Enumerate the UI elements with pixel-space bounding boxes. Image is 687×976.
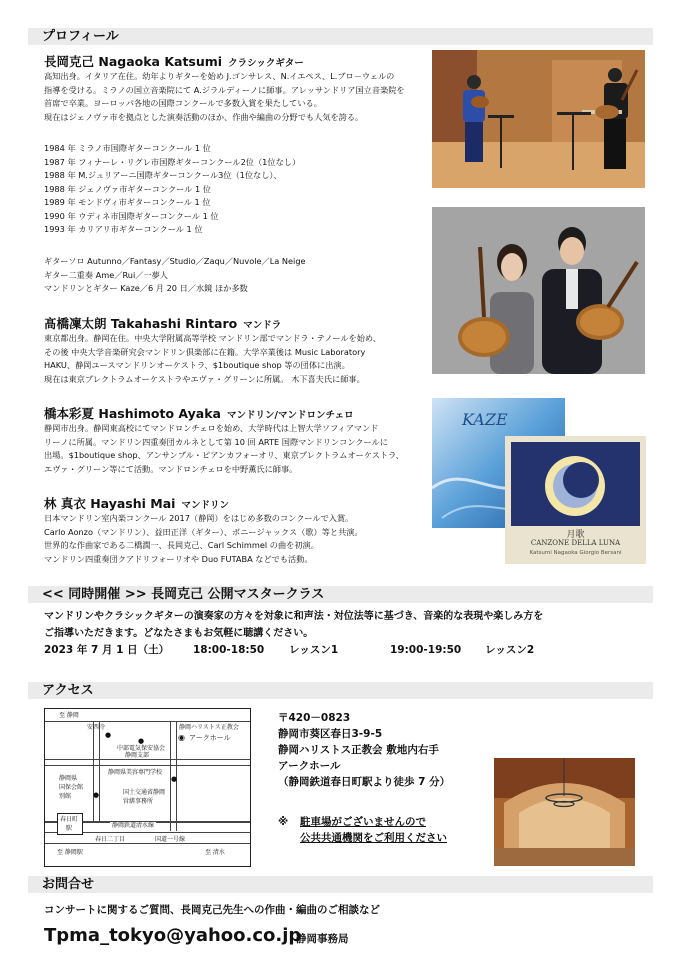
award-line: 1984 年 ミラノ市国際ギターコンクール 1 位 — [44, 143, 211, 153]
contact-section-header — [28, 876, 653, 893]
bio-line: 現在は東京プレクトラムオーケストラやエヴァ・グリーンに所属。 木下喜夫氏に師事。 — [44, 373, 365, 384]
bio-line: Carlo Aonzo（マンドリン）、益田正洋（ギター）、ボニージャックス（歌）等と共演。 — [44, 526, 363, 537]
album-line: ギターソロ Autunno／Fantasy／Studio／Zaqu／Nuvole／La Neige — [44, 256, 306, 266]
profile-section-header — [28, 28, 653, 45]
map-label: 中部電気保安協会 — [117, 745, 166, 752]
directions: （静岡鉄道春日町駅より徒歩 7 分） — [278, 776, 451, 788]
map-label: 静岡ハリストス正教会 — [179, 724, 239, 731]
map-road — [99, 721, 100, 821]
canzone-artists: Katsumi Nagaoka Giorgio Bersani — [529, 550, 622, 556]
bio-line: 東京都出身。静岡在住。中央大学附属高等学校 マンドリン部でマンドラ・テノールを始め、 — [44, 333, 381, 343]
masterclass-description — [44, 608, 543, 642]
map-road — [45, 759, 250, 760]
bio-line: 指導を受ける。ミラノの国立音楽院にて A.ジラルディーノに師事。アレッサンドリア国立音楽院を — [44, 84, 405, 95]
map-label: アークホール — [189, 734, 231, 742]
map-road — [45, 721, 250, 722]
lesson2-label: レッスン2 — [485, 644, 535, 656]
bio-line: HAKU、静岡ユースマンドリンオーケストラ、$1boutique shop 等の団体に出演。 — [44, 360, 350, 370]
nagaoka-name-heading — [44, 52, 304, 70]
parking-line: 公共共通機関をご利用ください — [300, 832, 447, 844]
bio-line: 世界的な作曲家である二橋潤一、長岡克己、Carl Schimmel の曲を初演。 — [44, 540, 319, 550]
nagaoka-name: 長岡克己 Nagaoka Katsumi — [44, 54, 223, 69]
lesson2-time: 19:00-19:50 — [390, 644, 462, 656]
bio-line: 高知出身。イタリア在住。幼年よりギターを始め J.ゴンサレス、N.イエペス、L.ブロ－ウェルの — [44, 71, 395, 81]
map-label: 至 静岡 — [59, 712, 79, 719]
masterclass-section-title: << 同時開催 >> 長岡克己 公開マスタークラス — [42, 587, 325, 602]
map-label: 別館 — [59, 793, 72, 800]
concert-photo — [432, 50, 645, 188]
map-road — [93, 721, 94, 821]
contact-section-title: お問合せ — [42, 877, 95, 892]
address-block — [278, 710, 450, 790]
nagaoka-bio — [44, 70, 405, 124]
album-line: ギター二重奏 Ame／Rui／一夢人 — [44, 269, 168, 280]
contact-email-link[interactable]: Tpma_tokyo@yahoo.co.jp — [44, 925, 302, 946]
album-line: マンドリンとギター Kaze／6 月 20 日／水鏡 ほか多数 — [44, 283, 248, 293]
map-dot-icon: ● — [93, 791, 100, 799]
bio-line: その後 中央大学音楽研究会マンドリン倶楽部に在籍。大学卒業後は Music Laboratory — [44, 346, 366, 357]
venue-line: アークホール — [278, 760, 341, 772]
award-line: 1989 年 モンドヴィ市ギターコンクール 1 位 — [44, 197, 211, 207]
map-label: 春日二丁目 — [95, 836, 126, 843]
parking-note-mark: ※ — [278, 816, 289, 828]
map-road — [45, 843, 250, 844]
nagaoka-awards — [44, 142, 300, 237]
masterclass-text-line: ご指導いただきます。どなたさまもお気軽に聴講ください。 — [44, 628, 314, 639]
map-label: 国保会館 — [59, 784, 84, 791]
bio-line: リーノに所属。マンドリン四重奏団カルネとして第 10 回 ARTE 国際マンドリンコンクールに — [44, 436, 388, 447]
canzone-subtitle: CANZONE DELLA LUNA — [530, 539, 621, 547]
map-label: 静岡県美容専門学校 — [108, 769, 163, 776]
map-label: 国道一号線 — [155, 836, 186, 843]
venue-line: 静岡ハリストス正教会 敷地内右手 — [278, 744, 439, 756]
map-label: 国土交通省静岡 — [123, 789, 166, 796]
map-label: 静岡支部 — [125, 752, 150, 759]
award-line: 1990 年 ウディネ市国際ギターコンクール 1 位 — [44, 210, 219, 221]
map-dot-icon: ● — [105, 731, 112, 739]
bio-line: 現在はジェノヴァ市を拠点とした演奏活動のほか、作曲や編曲の分野でも人気を誇る。 — [44, 111, 364, 122]
masterclass-date: 2023 年 7 月 1 日（土） — [44, 644, 170, 656]
venue-marker-icon: ◉ — [178, 733, 185, 742]
hayashi-role: マンドリン — [181, 500, 229, 511]
hayashi-name: 林 真衣 Hayashi Mai — [44, 496, 176, 511]
parking-note — [300, 814, 447, 846]
hashimoto-bio — [44, 422, 404, 476]
profile-section-title: プロフィール — [42, 29, 119, 44]
takahashi-name: 髙橋凜太朗 Takahashi Rintaro — [44, 316, 238, 331]
postal-code: 〒420－0823 — [278, 712, 351, 724]
masterclass-text-line: マンドリンやクラシックギターの演奏家の方々を対象に和声法・対位法等に基づき、音楽的な表現や楽しみ方を — [44, 611, 544, 622]
masterclass-section-header — [28, 586, 653, 603]
parking-line: 駐車場がございませんので — [300, 816, 426, 828]
bio-line: エヴァ・グリーン等にて活動。マンドロンチェロを中野薫氏に師事。 — [44, 463, 298, 474]
award-line: 1987 年 フィナーレ・リグレ市国際ギターコンクール2位（1位なし） — [44, 156, 301, 167]
bio-line: 静岡市出身。静岡東高校にてマンドロンチェロを始め、大学時代は上智大学ソフィアマンド — [44, 423, 379, 433]
hashimoto-name: 橋本彩夏 Hashimoto Ayaka — [44, 406, 221, 421]
hayashi-name-heading — [44, 494, 229, 512]
canzone-album-cover — [505, 436, 646, 564]
takahashi-name-heading — [44, 314, 281, 332]
bio-line: 首席で卒業。ヨーロッパ各地の国際コンクールで多数入賞を果たしている。 — [44, 98, 322, 108]
award-line: 1988 年 M.ジュリアーニ国際ギターコンクール3位（1位なし）、 — [44, 170, 282, 180]
map-label: 春日町 — [60, 816, 79, 823]
bio-line: 出場。$1boutique shop、アンサンブル・ピアンカフォーオリ、東京プレクトラムオーケストラ、 — [44, 450, 404, 460]
hayashi-bio — [44, 512, 363, 566]
map-label: 駅 — [66, 825, 73, 832]
access-section-title: アクセス — [42, 683, 94, 698]
contact-text: コンサートに関するご質問、長岡克己先生への作曲・編曲のご相談など — [44, 904, 380, 916]
bio-line: 日本マンドリン室内楽コンクール 2017（静岡）をはじめ多数のコンクールで入賞。 — [44, 513, 354, 523]
access-map — [44, 708, 251, 867]
nagaoka-role: クラシックギター — [228, 58, 304, 69]
map-label: 静岡県 — [59, 775, 78, 782]
award-line: 1988 年 ジェノヴァ市ギターコンクール 1 位 — [44, 183, 211, 194]
street-address: 静岡市葵区春日3-9-5 — [278, 728, 383, 740]
map-label: 静岡鉄道清水線 — [112, 822, 155, 829]
map-dot-icon: ● — [171, 775, 178, 783]
map-label: 営繕事務所 — [123, 798, 154, 805]
canzone-title: 月歌 — [566, 530, 585, 540]
hashimoto-name-heading — [44, 404, 354, 422]
map-label: 至 静岡駅 — [57, 849, 83, 856]
lesson1-time: 18:00-18:50 — [193, 644, 265, 656]
map-road — [45, 765, 250, 766]
bio-line: マンドリン四重奏団クアドリフォーリオや Duo FUTABA などでも活動。 — [44, 553, 313, 564]
station-box — [57, 813, 83, 835]
kaze-title: KAZE — [462, 410, 508, 429]
access-section-header — [28, 682, 653, 699]
lesson1-label: レッスン1 — [289, 644, 339, 656]
takahashi-role: マンドラ — [243, 320, 282, 331]
contact-office: 静岡事務局 — [296, 933, 349, 945]
award-line: 1993 年 カリアリ市ギターコンクール 1 位 — [44, 224, 203, 234]
duo-portrait-photo — [432, 207, 645, 374]
nagaoka-albums — [44, 255, 306, 296]
map-label: 安西寺 — [87, 724, 106, 731]
map-label: 至 清水 — [205, 849, 225, 856]
map-dot-icon: ● — [138, 737, 145, 745]
takahashi-bio — [44, 332, 381, 386]
hall-interior-photo — [494, 758, 635, 866]
hashimoto-role: マンドリン/マンドロンチェロ — [226, 410, 354, 421]
